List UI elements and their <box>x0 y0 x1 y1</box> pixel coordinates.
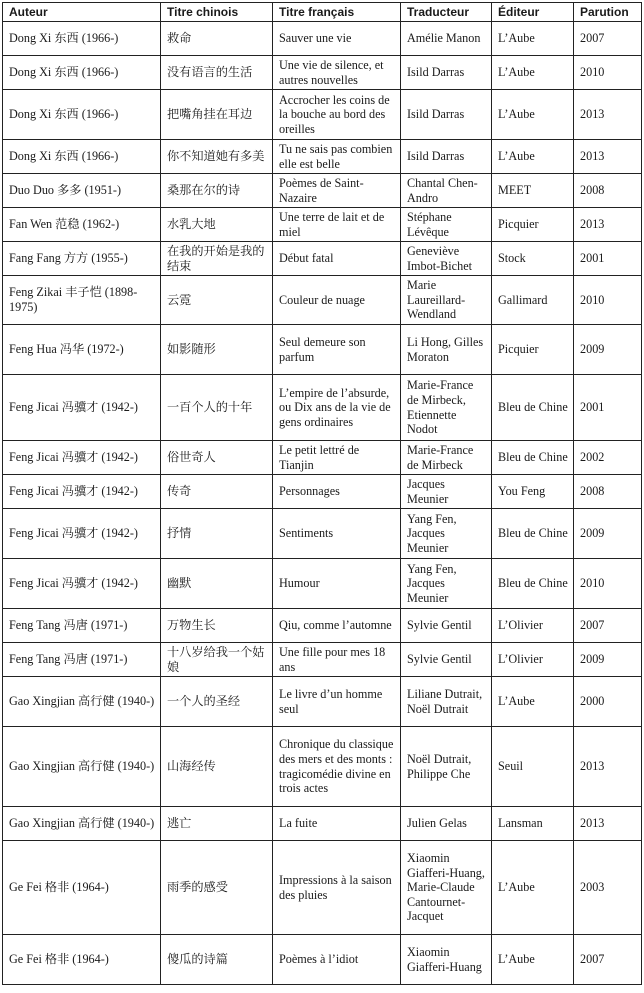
cell-auteur: Feng Hua 冯华 (1972-) <box>3 325 161 375</box>
cell-parution: 2008 <box>574 475 642 509</box>
cell-traducteur: Stéphane Lévêque <box>401 208 492 242</box>
table-row <box>3 643 642 677</box>
cell-titre-chinois: 一个人的圣经 <box>161 677 273 727</box>
cell-auteur: Duo Duo 多多 (1951-) <box>3 174 161 208</box>
cell-titre-chinois: 云霓 <box>161 276 273 325</box>
cell-titre-francais: Tu ne sais pas combien elle est belle <box>273 140 401 174</box>
header-row <box>3 3 642 22</box>
cell-editeur: Bleu de Chine <box>492 559 574 609</box>
table-row <box>3 677 642 727</box>
cell-traducteur: Noël Dutrait, Philippe Che <box>401 727 492 807</box>
cell-titre-chinois: 傻瓜的诗篇 <box>161 935 273 985</box>
cell-auteur: Feng Jicai 冯骥才 (1942-) <box>3 375 161 441</box>
cell-titre-francais: Le petit lettré de Tianjin <box>273 441 401 475</box>
cell-titre-chinois: 水乳大地 <box>161 208 273 242</box>
cell-auteur: Dong Xi 东西 (1966-) <box>3 90 161 140</box>
cell-titre-chinois: 抒情 <box>161 509 273 559</box>
cell-parution: 2013 <box>574 727 642 807</box>
cell-parution: 2002 <box>574 441 642 475</box>
cell-auteur: Fang Fang 方方 (1955-) <box>3 242 161 276</box>
cell-traducteur: Liliane Dutrait, Noël Dutrait <box>401 677 492 727</box>
cell-titre-chinois: 山海经传 <box>161 727 273 807</box>
cell-traducteur: Sylvie Gentil <box>401 609 492 643</box>
cell-titre-chinois: 十八岁给我一个姑娘 <box>161 643 273 677</box>
table-row <box>3 841 642 935</box>
cell-auteur: Dong Xi 东西 (1966-) <box>3 22 161 56</box>
cell-editeur: You Feng <box>492 475 574 509</box>
cell-editeur: L’Aube <box>492 841 574 935</box>
cell-titre-chinois: 救命 <box>161 22 273 56</box>
cell-editeur: MEET <box>492 174 574 208</box>
cell-auteur: Ge Fei 格非 (1964-) <box>3 841 161 935</box>
cell-titre-chinois: 幽默 <box>161 559 273 609</box>
cell-traducteur: Marie Laureillard-Wendland <box>401 276 492 325</box>
cell-parution: 2001 <box>574 375 642 441</box>
cell-parution: 2013 <box>574 140 642 174</box>
cell-editeur: L’Aube <box>492 22 574 56</box>
table-row <box>3 22 642 56</box>
cell-auteur: Feng Jicai 冯骥才 (1942-) <box>3 441 161 475</box>
cell-titre-chinois: 把嘴角挂在耳边 <box>161 90 273 140</box>
table-row <box>3 375 642 441</box>
cell-editeur: Stock <box>492 242 574 276</box>
cell-traducteur: Chantal Chen-Andro <box>401 174 492 208</box>
cell-titre-chinois: 没有语言的生活 <box>161 56 273 90</box>
cell-titre-francais: Personnages <box>273 475 401 509</box>
table-row <box>3 475 642 509</box>
cell-editeur: Bleu de Chine <box>492 441 574 475</box>
cell-editeur: Gallimard <box>492 276 574 325</box>
table-row <box>3 56 642 90</box>
cell-editeur: Picquier <box>492 325 574 375</box>
cell-traducteur: Amélie Manon <box>401 22 492 56</box>
table-row <box>3 727 642 807</box>
cell-auteur: Gao Xingjian 高行健 (1940-) <box>3 677 161 727</box>
cell-titre-francais: Début fatal <box>273 242 401 276</box>
cell-traducteur: Julien Gelas <box>401 807 492 841</box>
table-row <box>3 609 642 643</box>
cell-parution: 2009 <box>574 643 642 677</box>
cell-titre-chinois: 你不知道她有多美 <box>161 140 273 174</box>
cell-traducteur: Xiaomin Giafferi-Huang <box>401 935 492 985</box>
table-row <box>3 174 642 208</box>
translations-table <box>2 2 642 985</box>
table-row <box>3 90 642 140</box>
cell-titre-francais: Une fille pour mes 18 ans <box>273 643 401 677</box>
cell-auteur: Fan Wen 范稳 (1962-) <box>3 208 161 242</box>
cell-auteur: Gao Xingjian 高行健 (1940-) <box>3 727 161 807</box>
cell-traducteur: Xiaomin Giafferi-Huang, Marie-Claude Cantournet-Jacquet <box>401 841 492 935</box>
cell-parution: 2007 <box>574 935 642 985</box>
cell-parution: 2007 <box>574 609 642 643</box>
cell-auteur: Feng Zikai 丰子恺 (1898-1975) <box>3 276 161 325</box>
cell-editeur: L’Aube <box>492 935 574 985</box>
header-auteur: Auteur <box>3 3 161 22</box>
table-row <box>3 276 642 325</box>
cell-auteur: Feng Jicai 冯骥才 (1942-) <box>3 559 161 609</box>
cell-titre-chinois: 万物生长 <box>161 609 273 643</box>
cell-traducteur: Jacques Meunier <box>401 475 492 509</box>
cell-editeur: L’Aube <box>492 140 574 174</box>
table-row <box>3 935 642 985</box>
cell-traducteur: Sylvie Gentil <box>401 643 492 677</box>
cell-titre-chinois: 传奇 <box>161 475 273 509</box>
cell-parution: 2008 <box>574 174 642 208</box>
cell-titre-francais: Impressions à la saison des pluies <box>273 841 401 935</box>
cell-titre-francais: Sentiments <box>273 509 401 559</box>
cell-auteur: Feng Tang 冯唐 (1971-) <box>3 609 161 643</box>
cell-parution: 2010 <box>574 276 642 325</box>
table-row <box>3 242 642 276</box>
cell-auteur: Dong Xi 东西 (1966-) <box>3 140 161 174</box>
cell-titre-francais: Poèmes de Saint-Nazaire <box>273 174 401 208</box>
cell-parution: 2010 <box>574 56 642 90</box>
cell-parution: 2000 <box>574 677 642 727</box>
cell-parution: 2007 <box>574 22 642 56</box>
cell-parution: 2010 <box>574 559 642 609</box>
cell-editeur: Picquier <box>492 208 574 242</box>
cell-titre-chinois: 一百个人的十年 <box>161 375 273 441</box>
cell-parution: 2013 <box>574 208 642 242</box>
cell-titre-francais: La fuite <box>273 807 401 841</box>
cell-traducteur: Marie-France de Mirbeck <box>401 441 492 475</box>
cell-titre-chinois: 如影随形 <box>161 325 273 375</box>
cell-editeur: L’Aube <box>492 677 574 727</box>
cell-auteur: Feng Jicai 冯骥才 (1942-) <box>3 475 161 509</box>
cell-titre-francais: Une vie de silence, et autres nouvelles <box>273 56 401 90</box>
cell-parution: 2001 <box>574 242 642 276</box>
cell-auteur: Feng Jicai 冯骥才 (1942-) <box>3 509 161 559</box>
cell-traducteur: Isild Darras <box>401 140 492 174</box>
cell-titre-francais: Accrocher les coins de la bouche au bord des oreilles <box>273 90 401 140</box>
table-row <box>3 208 642 242</box>
table-row <box>3 509 642 559</box>
cell-editeur: Bleu de Chine <box>492 509 574 559</box>
cell-traducteur: Isild Darras <box>401 90 492 140</box>
cell-editeur: Seuil <box>492 727 574 807</box>
cell-titre-francais: Une terre de lait et de miel <box>273 208 401 242</box>
cell-traducteur: Isild Darras <box>401 56 492 90</box>
header-traducteur: Traducteur <box>401 3 492 22</box>
cell-parution: 2013 <box>574 807 642 841</box>
cell-editeur: Bleu de Chine <box>492 375 574 441</box>
table-row <box>3 140 642 174</box>
cell-auteur: Dong Xi 东西 (1966-) <box>3 56 161 90</box>
cell-editeur: Lansman <box>492 807 574 841</box>
cell-traducteur: Yang Fen, Jacques Meunier <box>401 509 492 559</box>
cell-editeur: L’Aube <box>492 56 574 90</box>
cell-titre-francais: Poèmes à l’idiot <box>273 935 401 985</box>
cell-titre-francais: Chronique du classique des mers et des monts : tragicomédie divine en trois actes <box>273 727 401 807</box>
cell-titre-francais: Humour <box>273 559 401 609</box>
cell-editeur: L’Olivier <box>492 643 574 677</box>
cell-titre-francais: Couleur de nuage <box>273 276 401 325</box>
header-titre-chinois: Titre chinois <box>161 3 273 22</box>
cell-parution: 2009 <box>574 509 642 559</box>
cell-auteur: Feng Tang 冯唐 (1971-) <box>3 643 161 677</box>
cell-auteur: Ge Fei 格非 (1964-) <box>3 935 161 985</box>
cell-parution: 2013 <box>574 90 642 140</box>
table-body <box>3 22 642 985</box>
cell-auteur: Gao Xingjian 高行健 (1940-) <box>3 807 161 841</box>
cell-titre-chinois: 桑那在尔的诗 <box>161 174 273 208</box>
cell-titre-chinois: 俗世奇人 <box>161 441 273 475</box>
cell-titre-francais: Sauver une vie <box>273 22 401 56</box>
cell-editeur: L’Olivier <box>492 609 574 643</box>
cell-titre-francais: L’empire de l’absurde, ou Dix ans de la vie de gens ordinaires <box>273 375 401 441</box>
cell-titre-chinois: 雨季的感受 <box>161 841 273 935</box>
cell-traducteur: Yang Fen, Jacques Meunier <box>401 559 492 609</box>
cell-titre-chinois: 在我的开始是我的结束 <box>161 242 273 276</box>
cell-titre-francais: Le livre d’un homme seul <box>273 677 401 727</box>
cell-titre-chinois: 逃亡 <box>161 807 273 841</box>
table-row <box>3 441 642 475</box>
cell-editeur: L’Aube <box>492 90 574 140</box>
header-editeur: Éditeur <box>492 3 574 22</box>
table-row <box>3 325 642 375</box>
cell-traducteur: Li Hong, Gilles Moraton <box>401 325 492 375</box>
table-row <box>3 559 642 609</box>
cell-titre-francais: Seul demeure son parfum <box>273 325 401 375</box>
table-row <box>3 807 642 841</box>
header-parution: Parution <box>574 3 642 22</box>
cell-parution: 2009 <box>574 325 642 375</box>
cell-traducteur: Geneviève Imbot-Bichet <box>401 242 492 276</box>
header-titre-francais: Titre français <box>273 3 401 22</box>
cell-parution: 2003 <box>574 841 642 935</box>
cell-traducteur: Marie-France de Mirbeck, Etiennette Nodot <box>401 375 492 441</box>
cell-titre-francais: Qiu, comme l’automne <box>273 609 401 643</box>
